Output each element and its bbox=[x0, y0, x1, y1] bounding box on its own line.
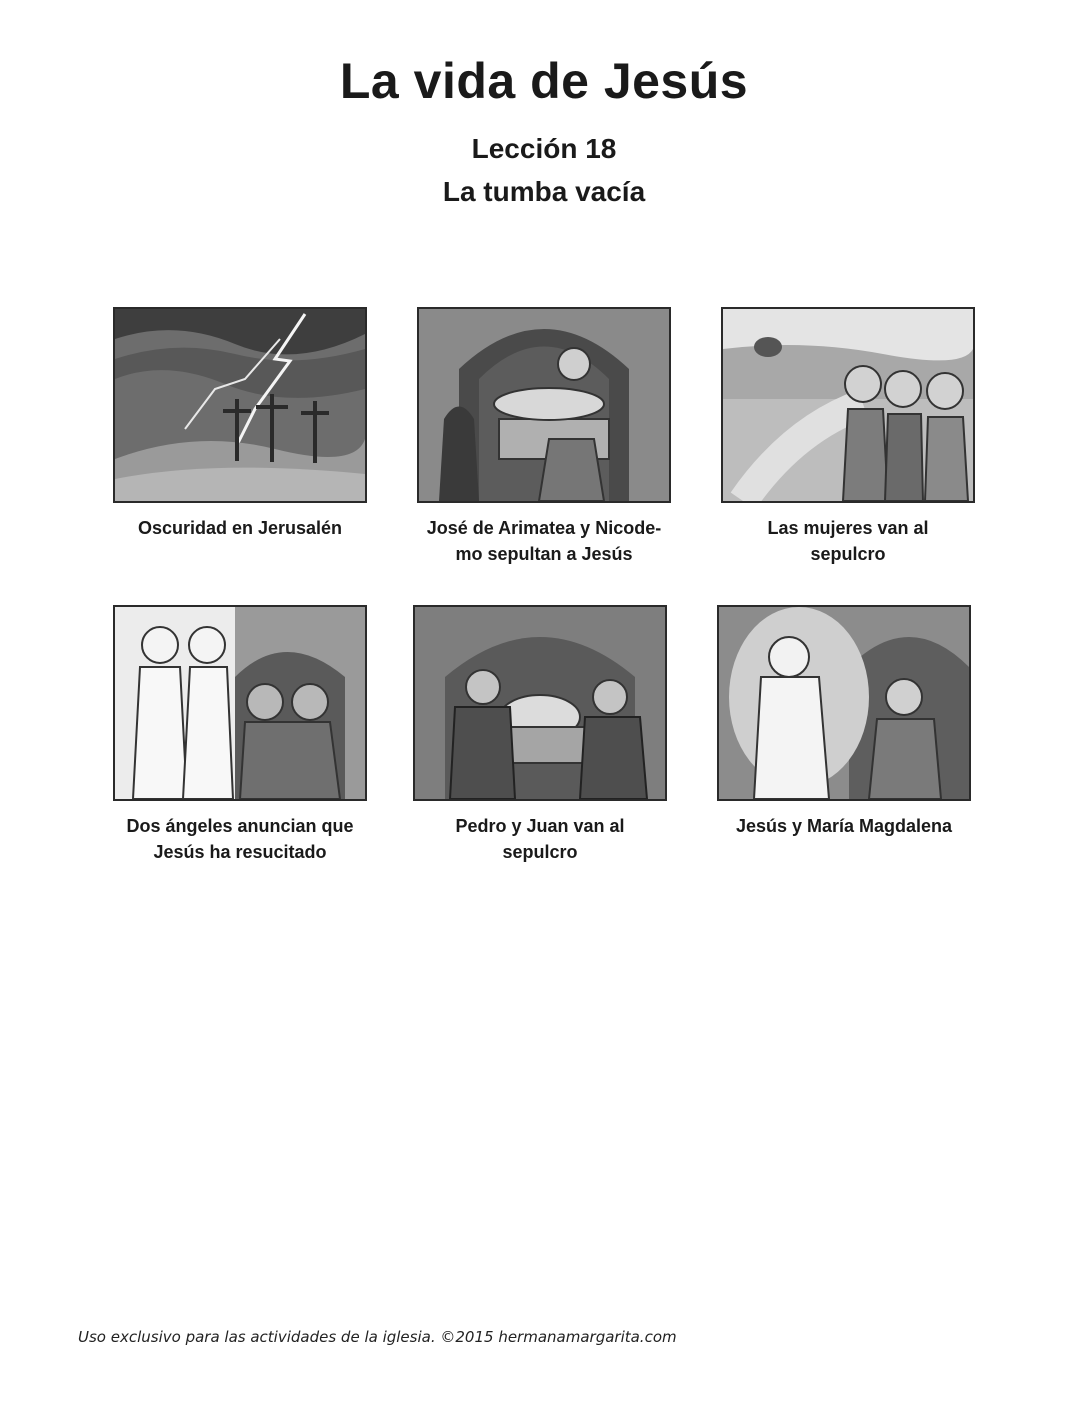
story-panel-6 bbox=[717, 605, 971, 839]
panel-caption: Dos ángeles anuncian que Jesús ha resucitado bbox=[126, 816, 354, 862]
story-panel-4 bbox=[113, 605, 367, 865]
panel-caption: José de Arimatea y Nicode- mo sepultan a Jesús bbox=[426, 518, 662, 564]
illustration-crucifixion-storm bbox=[113, 307, 367, 503]
lesson-number: Lección 18 bbox=[471, 133, 617, 164]
illustration-jesus-mary-magdalene bbox=[717, 605, 971, 801]
illustration-burial bbox=[417, 307, 671, 503]
story-panel-3 bbox=[721, 307, 975, 567]
story-panel-2 bbox=[417, 307, 671, 567]
panel-caption: Las mujeres van al sepulcro bbox=[767, 518, 929, 564]
story-panel-1 bbox=[113, 307, 367, 541]
illustration-peter-john-tomb bbox=[413, 605, 667, 801]
illustration-angels-announce bbox=[113, 605, 367, 801]
panel-caption: Oscuridad en Jerusalén bbox=[137, 518, 343, 538]
story-panel-5 bbox=[413, 605, 667, 865]
page-title: La vida de Jesús bbox=[339, 53, 749, 109]
footer-copyright: Uso exclusivo para las actividades de la iglesia. ©2015 hermanamargarita.com bbox=[78, 1328, 677, 1346]
illustration-women-walking bbox=[721, 307, 975, 503]
panel-caption: Pedro y Juan van al sepulcro bbox=[455, 816, 625, 862]
lesson-title: La tumba vacía bbox=[442, 176, 646, 207]
panel-caption: Jesús y María Magdalena bbox=[735, 816, 953, 836]
